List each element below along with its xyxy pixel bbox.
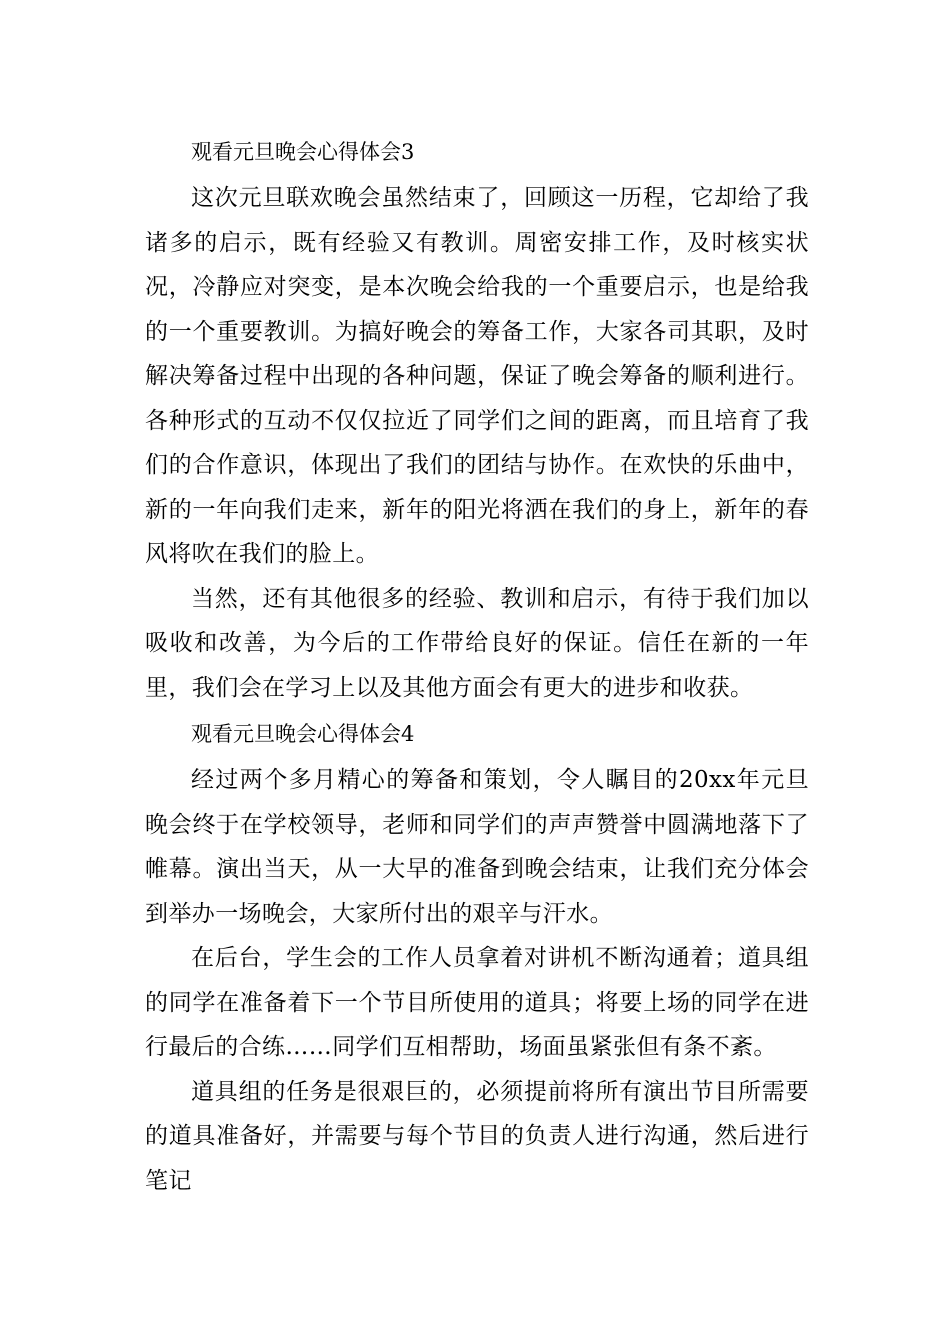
paragraph: 在后台，学生会的工作人员拿着对讲机不断沟通着；道具组的同学在准备着下一个节目所使用的道具；将要上场的同学在进行最后的合练……同学们互相帮助，场面虽紧张但有条不紊。 (145, 945, 809, 1060)
paragraph: 道具组的任务是很艰巨的，必须提前将所有演出节目所需要的道具准备好，并需要与每个节目的负责人进行沟通，然后进行笔记 (145, 1078, 809, 1194)
paragraph: 这次元旦联欢晚会虽然结束了，回顾这一历程，它却给了我诸多的启示，既有经验又有教训。周密安排工作，及时核实状况，冷静应对突变，是本次晚会给我的一个重要启示，也是给我的一个重要教训。为搞好晚会的筹备工作，大家各司其职，及时解决筹备过程中出现的各种问题，保证了晚会筹备的顺利进行。各种形式的互动不仅仅拉近了同学们之间的距离，而且培育了我们的合作意识，体现出了我们的团结与协作。在欢快的乐曲中，新的一年向我们走来，新年的阳光将洒在我们的身上，新年的春风将吹在我们的脸上。 (145, 185, 809, 567)
section-heading-3: 观看元旦晚会心得体会3 (191, 140, 415, 164)
document-page (145, 128, 809, 1203)
section-heading-4: 观看元旦晚会心得体会4 (191, 722, 415, 746)
paragraph: 经过两个多月精心的筹备和策划，令人瞩目的20xx年元旦晚会终于在学校领导，老师和同学们的声声赞誉中圆满地落下了帷幕。演出当天，从一大早的准备到晚会结束，让我们充分体会到举办一场晚会，大家所付出的艰辛与汗水。 (145, 767, 809, 927)
paragraph: 当然，还有其他很多的经验、教训和启示，有待于我们加以吸收和改善，为今后的工作带给良好的保证。信任在新的一年里，我们会在学习上以及其他方面会有更大的进步和收获。 (145, 585, 809, 701)
